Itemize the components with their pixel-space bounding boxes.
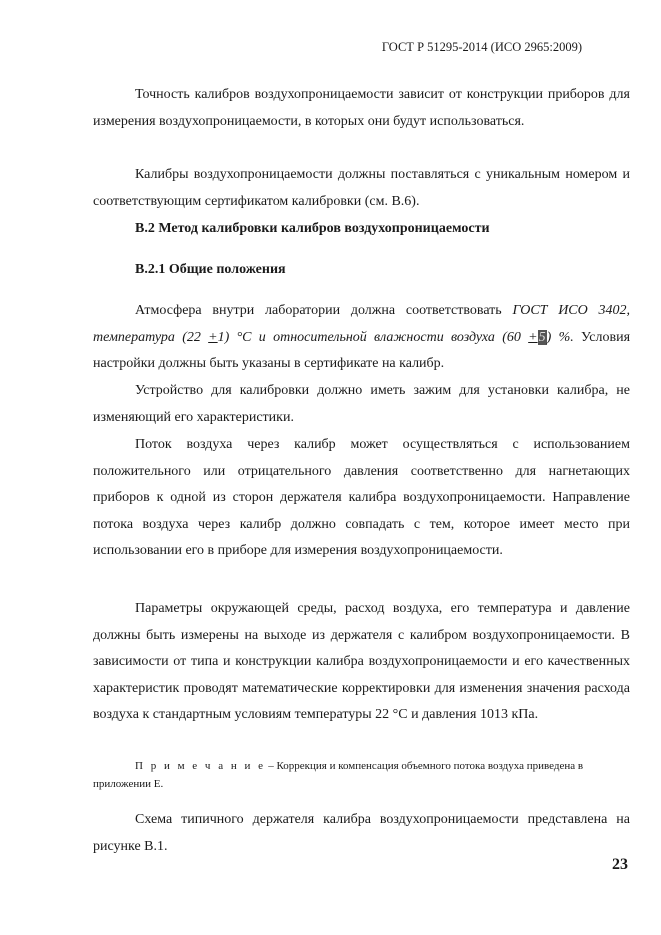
note-text: – Коррекция и компенсация объемного потока воздуха приведена в [265, 760, 584, 772]
note-label: П р и м е ч а н и е [135, 760, 266, 772]
atmosphere-text-b: ГОСТ ИСО 3402, температура (22 [93, 303, 630, 345]
paragraph-accuracy: Точность калибров воздухопроницаемости зависит от конструкции приборов для измерения воздухопроницаемости, в которых они будут использоваться. [93, 87, 630, 129]
highlighted-value: 5 [538, 329, 546, 345]
paragraph-parameters: Параметры окружающей среды, расход воздуха, его температура и давление должны быть измерены на выходе из держателя с калибром воздухопроницаемости. В зависимости от типа и конструкции калибра воздухопроницаемости и его качественных характеристик проводят математические корректировки для изменения значения расхода воздуха к стандартным условиям температуры 22 °С и давления 1013 кПа. [93, 601, 630, 722]
paragraph-supply: Калибры воздухопроницаемости должны поставляться с уникальным номером и соответствующим сертификатом калибровки (см. В.6). [93, 167, 630, 209]
section-heading-b2: В.2 Метод калибровки калибров воздухопроницаемости [135, 221, 490, 236]
plus-minus-2: + [528, 329, 538, 345]
plus-minus-1: + [208, 329, 218, 345]
paragraph-atmosphere [93, 298, 630, 378]
note [93, 757, 630, 793]
atmosphere-text-d: ) %. [546, 329, 574, 345]
document-header: ГОСТ Р 51295-2014 (ИСО 2965:2009) [381, 40, 582, 54]
page-number: 23 [612, 856, 628, 873]
atmosphere-text-e: Условия настройки должны быть указаны в сертификате на калибр. [93, 329, 631, 371]
note-continuation: приложении Е. [93, 778, 164, 790]
atmosphere-text-c: 1) °С и относительной влажности воздуха (60 [217, 329, 529, 345]
atmosphere-text-a: Атмосфера внутри лаборатории должна соответствовать [135, 303, 513, 318]
paragraph-airflow: Поток воздуха через калибр может осуществляться с использованием положительного или отрицательного давления соответственно для нагнетающих приборов к одной из сторон держателя калибра воздухопроницаемости. Направление потока воздуха через калибр должно совпадать с тем, которое имеет место при использовании его в приборе для измерения воздухопроницаемости. [93, 437, 630, 558]
paragraph-scheme: Схема типичного держателя калибра воздухопроницаемости представлена на рисунке В.1. [93, 812, 630, 854]
paragraph-device: Устройство для калибровки должно иметь зажим для установки калибра, не изменяющий его характеристики. [93, 383, 630, 425]
section-heading-b21: В.2.1 Общие положения [135, 262, 286, 277]
